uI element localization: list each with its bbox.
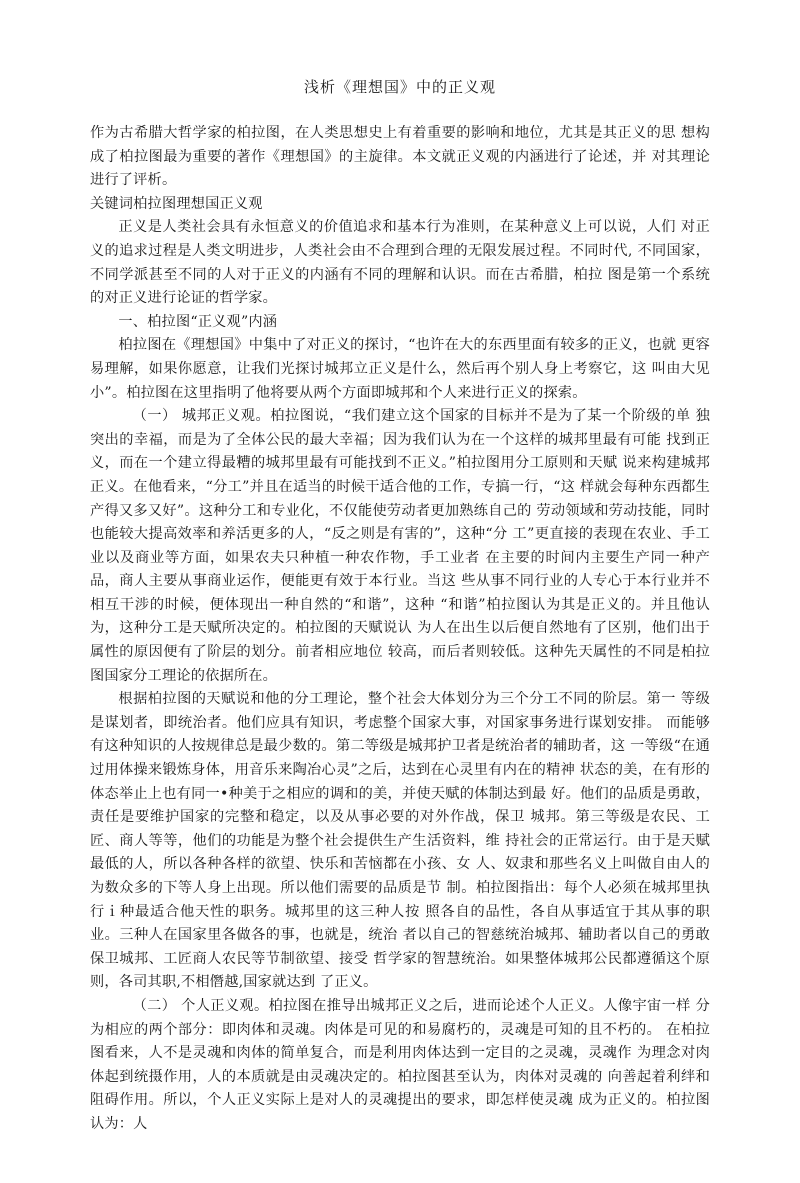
keywords-line: 关键词柏拉图理想国正义观 <box>90 195 263 212</box>
section-heading-1: 一、柏拉图“正义观”内涵 <box>118 313 278 330</box>
paragraph-justice-inquiry: 柏拉图在《理想国》中集中了对正义的探讨，“也许在大的东西里面有较多的正义，也就 更容易理解，如果你愿意，让我们光探讨城邦立正义是什么，然后再个别人身上考察它，这 叫由大见小”。柏拉图在这里指明了他将要从两个方面即城邦和个人来进行正义的探索。 <box>90 337 710 401</box>
paragraph-individual-justice: （二） 个人正义观。柏拉图在推导出城邦正义之后，进而论述个人正义。人像宇宙一样 分为相应的两个部分：即肉体和灵魂。肉体是可见的和易腐朽的，灵魂是可知的且不朽的。 在柏拉图看来，人不是灵魂和肉体的简单复合，而是利用肉体达到一定目的之灵魂，灵魂作 为理念对肉体起到统摄作用，人的本质就是由灵魂决定的。柏拉图甚至认为，肉体对灵魂的 向善起着利绊和阻碍作用。所以，个人正义实际上是对人的灵魂提出的要求，即怎样使灵魂 成为正义的。柏拉图认为：人 <box>90 997 710 1132</box>
paragraph-city-justice: （一） 城邦正义观。柏拉图说，“我们建立这个国家的目标并不是为了某一个阶级的单 独突出的幸福，而是为了全体公民的最大幸福；因为我们认为在一个这样的城邦里最有可能 找到正义，而在一个建立得最糟的城邦里最有可能找到不正义。”柏拉图用分工原则和天赋 说来构建城邦正义。在他看来，“分工”并且在适当的时候干适合他的工作，专搞一行，“这 样就会每种东西都生产得又多又好”。这种分工和专业化，不仅能使劳动者更加熟练自己的 劳动领域和劳动技能，同时也能较大提高效率和养活更多的人，“反之则是有害的”，这种“分 工”更直接的表现在农业、手工业以及商业等方面，如果农夫只种植一种农作物，手工业者 在主要的时间内主要生产同一种产品，商人主要从事商业运作，便能更有效于本行业。当这 些从事不同行业的人专心于本行业并不相互干涉的时候，便体现出一种自然的“和谐”，这种 “和谐”柏拉图认为其是正义的。并且他认为，这种分工是天赋所决定的。柏拉图的天赋说认 为人在出生以后便自然地有了区别，他们出于属性的原因便有了阶层的划分。前者相应地位 较高，而后者则较低。这种先天属性的不同是柏拉图国家分工理论的依据所在。 <box>90 408 710 684</box>
document-body <box>90 122 710 1137</box>
document-title: 浅析《理想国》中的正义观 <box>303 78 496 96</box>
intro-paragraph: 正义是人类社会具有永恒意义的价值追求和基本行为准则，在某种意义上可以说，人们 对正义的追求过程是人类文明进步，人类社会由不合理到合理的无限发展过程。不同时代, 不同国家，不同学派甚至不同的人对于正义的内涵有不同的理解和认识。而在古希腊，柏拉 图是第一个系统的对正义进行论证的哲学家。 <box>90 219 710 307</box>
paragraph-three-classes: 根据柏拉图的天赋说和他的分工理论，整个社会大体划分为三个分工不同的阶层。第一 等级是谋划者，即统治者。他们应具有知识，考虑整个国家大事，对国家事务进行谋划安排。 而能够有这种知识的人按规律总是最少数的。第二等级是城邦护卫者是统治者的辅助者，这 一等级“在通过用体操来锻炼身体，用音乐来陶冶心灵”之后，达到在心灵里有内在的精神 状态的美，在有形的体态举止上也有同一•种美于之相应的调和的美，并使天赋的体制达到最 好。他们的品质是勇敢，责任是要维护国家的完整和稳定，以及从事必要的对外作战，保卫 城邦。第三等级是农民、工匠、商人等等，他们的功能是为整个社会提供生产生活资料，维 持社会的正常运行。由于是天赋最低的人，所以各种各样的欲望、快乐和苦恼都在小孩、女 人、奴隶和那些名义上叫做自由人的为数众多的下等人身上出现。所以他们需要的品质是节 制。柏拉图指出：每个人必须在城邦里执行ｉ种最适合他天性的职务。城邦里的这三种人按 照各自的品性，各自从事适宜于其从事的职业。三种人在国家里各做各的事，也就是，统治 者以自己的智慈统治城邦、辅助者以自己的勇敢保卫城邦、工匠商人农民等节制欲望、接受 哲学家的智慧统治。如果整体城邦公民都遵循这个原则，各司其职,不相僭越,国家就达到 了正义。 <box>90 691 710 991</box>
abstract-paragraph: 作为古希腊大哲学家的柏拉图，在人类思想史上有着重要的影响和地位，尤其是其正义的思 想构成了柏拉图最为重要的著作《理想国》的主旋律。本文就正义观的内涵进行了论述，并 对其理论进行了评析。 <box>90 125 710 189</box>
